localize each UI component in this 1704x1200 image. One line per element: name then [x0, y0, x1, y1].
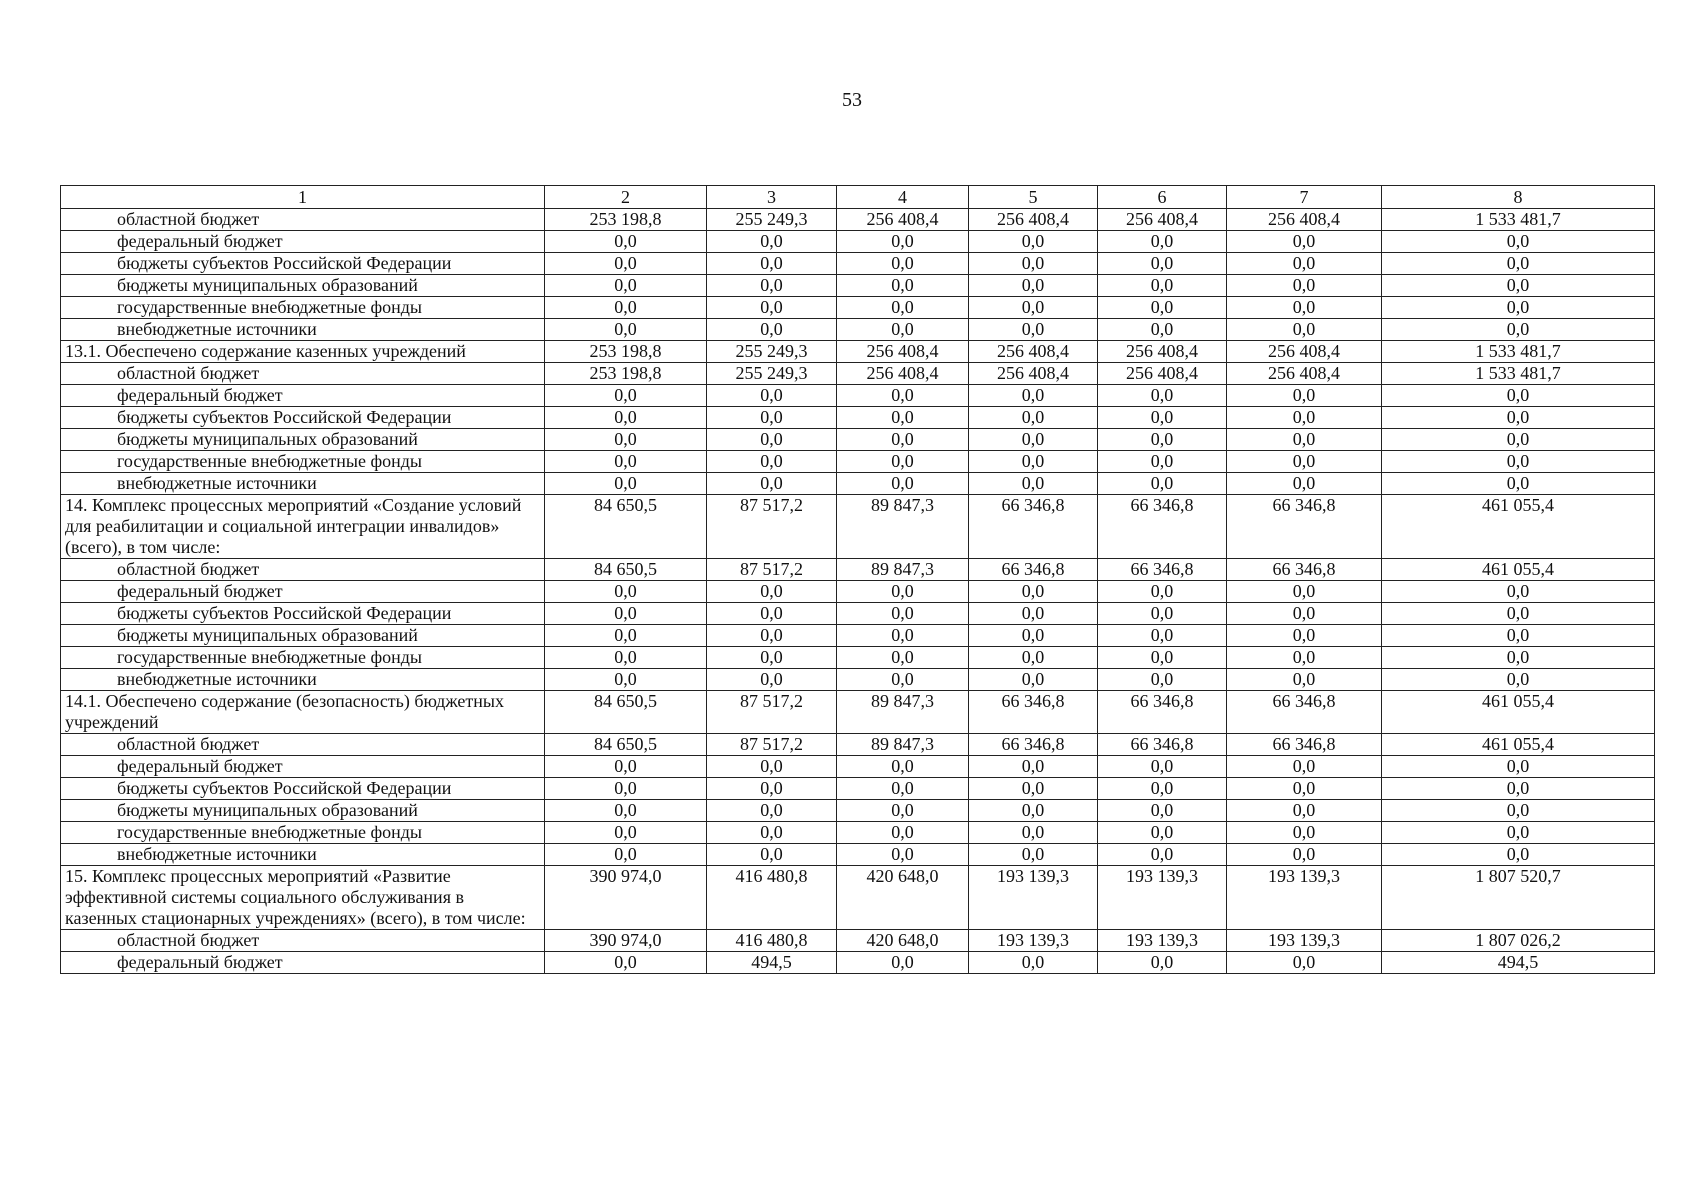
table-row — [61, 866, 1655, 930]
budget-table — [60, 185, 1655, 974]
value-cell: 87 517,2 — [707, 495, 837, 559]
value-cell: 0,0 — [1227, 429, 1382, 451]
value-cell: 0,0 — [837, 231, 969, 253]
table-row — [61, 231, 1655, 253]
total-cell: 0,0 — [1382, 429, 1655, 451]
value-cell: 0,0 — [1098, 451, 1227, 473]
table-row — [61, 581, 1655, 603]
value-cell: 66 346,8 — [1098, 559, 1227, 581]
table-row — [61, 451, 1655, 473]
value-cell: 0,0 — [707, 822, 837, 844]
value-cell: 0,0 — [1227, 822, 1382, 844]
total-cell: 1 807 026,2 — [1382, 930, 1655, 952]
value-cell: 0,0 — [969, 385, 1098, 407]
value-cell: 253 198,8 — [545, 341, 707, 363]
value-cell: 0,0 — [837, 385, 969, 407]
row-sublabel: бюджеты муниципальных образований — [61, 625, 545, 647]
row-sublabel: областной бюджет — [61, 363, 545, 385]
value-cell: 66 346,8 — [969, 734, 1098, 756]
value-cell: 0,0 — [969, 297, 1098, 319]
value-cell: 0,0 — [707, 581, 837, 603]
value-cell: 0,0 — [1227, 778, 1382, 800]
value-cell: 390 974,0 — [545, 930, 707, 952]
table-row — [61, 297, 1655, 319]
value-cell: 0,0 — [545, 275, 707, 297]
value-cell: 416 480,8 — [707, 866, 837, 930]
value-cell: 0,0 — [1227, 756, 1382, 778]
total-cell: 461 055,4 — [1382, 691, 1655, 734]
value-cell: 256 408,4 — [1227, 341, 1382, 363]
table-row — [61, 209, 1655, 231]
value-cell: 0,0 — [545, 473, 707, 495]
value-cell: 0,0 — [545, 603, 707, 625]
value-cell: 0,0 — [1098, 952, 1227, 974]
value-cell: 0,0 — [1098, 603, 1227, 625]
value-cell: 89 847,3 — [837, 734, 969, 756]
value-cell: 253 198,8 — [545, 363, 707, 385]
value-cell: 0,0 — [837, 429, 969, 451]
value-cell: 0,0 — [707, 231, 837, 253]
total-cell: 0,0 — [1382, 756, 1655, 778]
value-cell: 0,0 — [1098, 473, 1227, 495]
value-cell: 0,0 — [1098, 581, 1227, 603]
value-cell: 0,0 — [545, 625, 707, 647]
row-sublabel: внебюджетные источники — [61, 669, 545, 691]
total-cell: 0,0 — [1382, 647, 1655, 669]
value-cell: 0,0 — [1227, 844, 1382, 866]
value-cell: 0,0 — [1098, 231, 1227, 253]
value-cell: 66 346,8 — [969, 495, 1098, 559]
value-cell: 0,0 — [837, 625, 969, 647]
value-cell: 256 408,4 — [1098, 363, 1227, 385]
value-cell: 0,0 — [969, 603, 1098, 625]
value-cell: 66 346,8 — [1098, 495, 1227, 559]
total-cell: 1 533 481,7 — [1382, 209, 1655, 231]
value-cell: 0,0 — [1227, 952, 1382, 974]
value-cell: 0,0 — [707, 297, 837, 319]
value-cell: 66 346,8 — [1227, 559, 1382, 581]
total-cell: 1 533 481,7 — [1382, 363, 1655, 385]
value-cell: 193 139,3 — [969, 866, 1098, 930]
total-cell: 0,0 — [1382, 253, 1655, 275]
value-cell: 0,0 — [837, 297, 969, 319]
value-cell: 193 139,3 — [1227, 930, 1382, 952]
table-row — [61, 603, 1655, 625]
value-cell: 0,0 — [837, 778, 969, 800]
table-row — [61, 930, 1655, 952]
value-cell: 66 346,8 — [1227, 495, 1382, 559]
row-sublabel: государственные внебюджетные фонды — [61, 647, 545, 669]
value-cell: 256 408,4 — [1098, 209, 1227, 231]
total-cell: 0,0 — [1382, 844, 1655, 866]
value-cell: 0,0 — [969, 451, 1098, 473]
total-cell: 0,0 — [1382, 800, 1655, 822]
value-cell: 0,0 — [1227, 231, 1382, 253]
value-cell: 0,0 — [1227, 603, 1382, 625]
header-row — [61, 186, 1655, 209]
value-cell: 0,0 — [1227, 581, 1382, 603]
value-cell: 84 650,5 — [545, 734, 707, 756]
total-cell: 0,0 — [1382, 669, 1655, 691]
table-row — [61, 407, 1655, 429]
value-cell: 0,0 — [545, 407, 707, 429]
value-cell: 0,0 — [1227, 647, 1382, 669]
table-row — [61, 800, 1655, 822]
row-sublabel: государственные внебюджетные фонды — [61, 297, 545, 319]
value-cell: 0,0 — [545, 822, 707, 844]
value-cell: 256 408,4 — [969, 363, 1098, 385]
value-cell: 0,0 — [707, 625, 837, 647]
value-cell: 89 847,3 — [837, 495, 969, 559]
table-row — [61, 952, 1655, 974]
table-row — [61, 647, 1655, 669]
value-cell: 0,0 — [545, 253, 707, 275]
value-cell: 0,0 — [1098, 385, 1227, 407]
value-cell: 0,0 — [1227, 253, 1382, 275]
value-cell: 0,0 — [837, 952, 969, 974]
row-sublabel: федеральный бюджет — [61, 952, 545, 974]
table-row — [61, 625, 1655, 647]
value-cell: 0,0 — [707, 253, 837, 275]
value-cell: 256 408,4 — [837, 209, 969, 231]
table-row — [61, 385, 1655, 407]
value-cell: 0,0 — [707, 429, 837, 451]
value-cell: 256 408,4 — [837, 341, 969, 363]
table-row — [61, 778, 1655, 800]
total-cell: 0,0 — [1382, 297, 1655, 319]
row-sublabel: бюджеты субъектов Российской Федерации — [61, 407, 545, 429]
value-cell: 256 408,4 — [837, 363, 969, 385]
value-cell: 0,0 — [1098, 647, 1227, 669]
value-cell: 0,0 — [837, 822, 969, 844]
value-cell: 0,0 — [969, 756, 1098, 778]
value-cell: 0,0 — [1098, 822, 1227, 844]
value-cell: 0,0 — [1098, 625, 1227, 647]
total-cell: 0,0 — [1382, 451, 1655, 473]
value-cell: 89 847,3 — [837, 691, 969, 734]
table-row — [61, 275, 1655, 297]
column-header: 5 — [969, 186, 1098, 209]
total-cell: 494,5 — [1382, 952, 1655, 974]
value-cell: 0,0 — [707, 669, 837, 691]
value-cell: 0,0 — [707, 319, 837, 341]
total-cell: 0,0 — [1382, 581, 1655, 603]
value-cell: 87 517,2 — [707, 734, 837, 756]
value-cell: 0,0 — [837, 647, 969, 669]
value-cell: 66 346,8 — [1227, 691, 1382, 734]
value-cell: 0,0 — [1098, 297, 1227, 319]
row-sublabel: областной бюджет — [61, 209, 545, 231]
value-cell: 0,0 — [1227, 407, 1382, 429]
total-cell: 1 807 520,7 — [1382, 866, 1655, 930]
value-cell: 0,0 — [1098, 253, 1227, 275]
value-cell: 0,0 — [707, 778, 837, 800]
value-cell: 420 648,0 — [837, 866, 969, 930]
value-cell: 0,0 — [1098, 407, 1227, 429]
value-cell: 0,0 — [545, 319, 707, 341]
value-cell: 0,0 — [707, 756, 837, 778]
total-cell: 461 055,4 — [1382, 734, 1655, 756]
value-cell: 0,0 — [1098, 275, 1227, 297]
column-header: 2 — [545, 186, 707, 209]
value-cell: 0,0 — [545, 800, 707, 822]
value-cell: 0,0 — [1227, 625, 1382, 647]
table-row — [61, 253, 1655, 275]
total-cell: 461 055,4 — [1382, 559, 1655, 581]
value-cell: 0,0 — [1098, 669, 1227, 691]
value-cell: 0,0 — [545, 581, 707, 603]
total-cell: 1 533 481,7 — [1382, 341, 1655, 363]
row-sublabel: внебюджетные источники — [61, 844, 545, 866]
value-cell: 256 408,4 — [1098, 341, 1227, 363]
value-cell: 66 346,8 — [969, 559, 1098, 581]
value-cell: 66 346,8 — [1098, 691, 1227, 734]
value-cell: 66 346,8 — [1227, 734, 1382, 756]
value-cell: 256 408,4 — [969, 209, 1098, 231]
value-cell: 0,0 — [707, 647, 837, 669]
value-cell: 494,5 — [707, 952, 837, 974]
table-row — [61, 691, 1655, 734]
column-header: 8 — [1382, 186, 1655, 209]
value-cell: 256 408,4 — [969, 341, 1098, 363]
value-cell: 0,0 — [1227, 800, 1382, 822]
row-sublabel: федеральный бюджет — [61, 756, 545, 778]
column-header: 7 — [1227, 186, 1382, 209]
value-cell: 0,0 — [969, 669, 1098, 691]
row-sublabel: федеральный бюджет — [61, 581, 545, 603]
value-cell: 0,0 — [545, 844, 707, 866]
total-cell: 0,0 — [1382, 778, 1655, 800]
column-header: 3 — [707, 186, 837, 209]
value-cell: 0,0 — [969, 231, 1098, 253]
row-sublabel: бюджеты муниципальных образований — [61, 800, 545, 822]
value-cell: 0,0 — [545, 647, 707, 669]
value-cell: 0,0 — [545, 451, 707, 473]
value-cell: 0,0 — [545, 297, 707, 319]
value-cell: 66 346,8 — [1098, 734, 1227, 756]
value-cell: 0,0 — [837, 581, 969, 603]
value-cell: 0,0 — [837, 275, 969, 297]
row-sublabel: бюджеты муниципальных образований — [61, 429, 545, 451]
value-cell: 0,0 — [707, 385, 837, 407]
value-cell: 256 408,4 — [1227, 363, 1382, 385]
row-sublabel: областной бюджет — [61, 930, 545, 952]
row-sublabel: областной бюджет — [61, 559, 545, 581]
value-cell: 0,0 — [1227, 319, 1382, 341]
value-cell: 89 847,3 — [837, 559, 969, 581]
total-cell: 0,0 — [1382, 385, 1655, 407]
row-label: 14.1. Обеспечено содержание (безопасность) бюджетных учреждений — [61, 691, 545, 734]
value-cell: 0,0 — [837, 473, 969, 495]
value-cell: 0,0 — [1227, 669, 1382, 691]
value-cell: 0,0 — [837, 451, 969, 473]
row-sublabel: областной бюджет — [61, 734, 545, 756]
value-cell: 0,0 — [969, 581, 1098, 603]
value-cell: 256 408,4 — [1227, 209, 1382, 231]
value-cell: 0,0 — [969, 822, 1098, 844]
value-cell: 0,0 — [707, 800, 837, 822]
column-header: 6 — [1098, 186, 1227, 209]
value-cell: 0,0 — [545, 778, 707, 800]
value-cell: 0,0 — [969, 473, 1098, 495]
table-row — [61, 734, 1655, 756]
value-cell: 0,0 — [545, 952, 707, 974]
value-cell: 0,0 — [969, 800, 1098, 822]
value-cell: 0,0 — [837, 800, 969, 822]
value-cell: 193 139,3 — [1098, 866, 1227, 930]
row-label: 13.1. Обеспечено содержание казенных учреждений — [61, 341, 545, 363]
value-cell: 0,0 — [1227, 385, 1382, 407]
row-label: 14. Комплекс процессных мероприятий «Создание условий для реабилитации и социальной интеграции инвалидов» (всего), в том числе: — [61, 495, 545, 559]
value-cell: 0,0 — [969, 429, 1098, 451]
table-row — [61, 844, 1655, 866]
table-row — [61, 429, 1655, 451]
table-row — [61, 669, 1655, 691]
value-cell: 0,0 — [837, 756, 969, 778]
value-cell: 0,0 — [1098, 778, 1227, 800]
value-cell: 87 517,2 — [707, 559, 837, 581]
total-cell: 0,0 — [1382, 822, 1655, 844]
value-cell: 0,0 — [837, 253, 969, 275]
row-sublabel: бюджеты субъектов Российской Федерации — [61, 253, 545, 275]
value-cell: 0,0 — [545, 385, 707, 407]
value-cell: 0,0 — [1227, 473, 1382, 495]
table-row — [61, 473, 1655, 495]
value-cell: 84 650,5 — [545, 495, 707, 559]
total-cell: 0,0 — [1382, 625, 1655, 647]
value-cell: 0,0 — [969, 625, 1098, 647]
total-cell: 0,0 — [1382, 275, 1655, 297]
value-cell: 0,0 — [1098, 844, 1227, 866]
value-cell: 0,0 — [837, 407, 969, 429]
value-cell: 0,0 — [969, 844, 1098, 866]
row-sublabel: государственные внебюджетные фонды — [61, 822, 545, 844]
value-cell: 0,0 — [969, 319, 1098, 341]
value-cell: 0,0 — [1227, 275, 1382, 297]
value-cell: 0,0 — [707, 603, 837, 625]
value-cell: 255 249,3 — [707, 363, 837, 385]
value-cell: 0,0 — [969, 952, 1098, 974]
total-cell: 0,0 — [1382, 603, 1655, 625]
value-cell: 0,0 — [1227, 297, 1382, 319]
row-sublabel: бюджеты субъектов Российской Федерации — [61, 778, 545, 800]
table-row — [61, 319, 1655, 341]
value-cell: 0,0 — [969, 647, 1098, 669]
value-cell: 0,0 — [545, 756, 707, 778]
row-label: 15. Комплекс процессных мероприятий «Развитие эффективной системы социального обслуживания в казенных стационарных учреждениях» (всего), в том числе: — [61, 866, 545, 930]
value-cell: 416 480,8 — [707, 930, 837, 952]
value-cell: 66 346,8 — [969, 691, 1098, 734]
value-cell: 0,0 — [837, 669, 969, 691]
value-cell: 84 650,5 — [545, 691, 707, 734]
value-cell: 87 517,2 — [707, 691, 837, 734]
value-cell: 0,0 — [545, 231, 707, 253]
value-cell: 0,0 — [545, 429, 707, 451]
page-number: 53 — [842, 89, 862, 111]
value-cell: 193 139,3 — [969, 930, 1098, 952]
value-cell: 0,0 — [837, 319, 969, 341]
value-cell: 0,0 — [1098, 800, 1227, 822]
value-cell: 0,0 — [969, 253, 1098, 275]
total-cell: 461 055,4 — [1382, 495, 1655, 559]
value-cell: 253 198,8 — [545, 209, 707, 231]
value-cell: 0,0 — [707, 451, 837, 473]
value-cell: 0,0 — [969, 778, 1098, 800]
table-row — [61, 559, 1655, 581]
value-cell: 0,0 — [837, 603, 969, 625]
value-cell: 0,0 — [1098, 756, 1227, 778]
total-cell: 0,0 — [1382, 319, 1655, 341]
column-header: 4 — [837, 186, 969, 209]
total-cell: 0,0 — [1382, 407, 1655, 429]
value-cell: 255 249,3 — [707, 209, 837, 231]
value-cell: 390 974,0 — [545, 866, 707, 930]
value-cell: 0,0 — [707, 473, 837, 495]
value-cell: 0,0 — [837, 844, 969, 866]
table-row — [61, 822, 1655, 844]
value-cell: 193 139,3 — [1227, 866, 1382, 930]
value-cell: 0,0 — [545, 669, 707, 691]
table-row — [61, 756, 1655, 778]
table-row — [61, 341, 1655, 363]
value-cell: 0,0 — [707, 844, 837, 866]
table-row — [61, 363, 1655, 385]
row-sublabel: внебюджетные источники — [61, 473, 545, 495]
value-cell: 193 139,3 — [1098, 930, 1227, 952]
value-cell: 0,0 — [1227, 451, 1382, 473]
row-sublabel: федеральный бюджет — [61, 231, 545, 253]
value-cell: 0,0 — [969, 407, 1098, 429]
value-cell: 255 249,3 — [707, 341, 837, 363]
value-cell: 0,0 — [707, 407, 837, 429]
value-cell: 0,0 — [1098, 319, 1227, 341]
value-cell: 0,0 — [1098, 429, 1227, 451]
row-sublabel: внебюджетные источники — [61, 319, 545, 341]
row-sublabel: бюджеты муниципальных образований — [61, 275, 545, 297]
total-cell: 0,0 — [1382, 231, 1655, 253]
value-cell: 0,0 — [707, 275, 837, 297]
column-header: 1 — [61, 186, 545, 209]
total-cell: 0,0 — [1382, 473, 1655, 495]
value-cell: 420 648,0 — [837, 930, 969, 952]
value-cell: 0,0 — [969, 275, 1098, 297]
table-row — [61, 495, 1655, 559]
row-sublabel: бюджеты субъектов Российской Федерации — [61, 603, 545, 625]
value-cell: 84 650,5 — [545, 559, 707, 581]
row-sublabel: государственные внебюджетные фонды — [61, 451, 545, 473]
row-sublabel: федеральный бюджет — [61, 385, 545, 407]
table-body — [61, 209, 1655, 974]
